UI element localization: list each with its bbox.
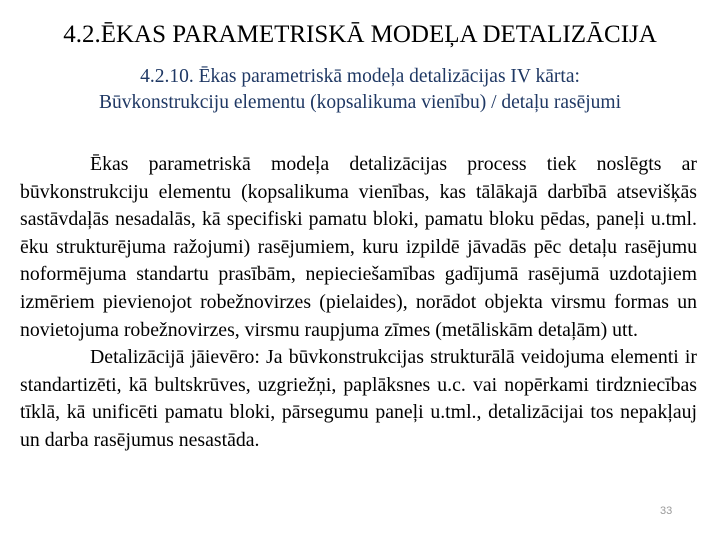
page-number: 33 <box>660 505 673 517</box>
subtitle-line-1: 4.2.10. Ēkas parametriskā modeļa detalizācijas IV kārta: <box>140 66 580 87</box>
body-text <box>20 151 697 455</box>
paragraph-detailing-note: Detalizācijā jāievēro: Ja būvkonstrukcijas strukturālā veidojuma elementi ir standartizēti, kā bultskrūves, uzgriežņi, paplāksnes u.c. vai nopērkami tirdzniecības tīklā, kā unificēti pamatu bloki, pārsegumu paneļi u.tml., detalizācijai tos nepakļauj un darba rasējumus nesastāda. <box>20 346 697 451</box>
subtitle-line-2: Būvkonstrukciju elementu (kopsalikuma vienību) / detaļu rasējumi <box>98 92 622 113</box>
paragraph-process: Ēkas parametriskā modeļa detalizācijas process tiek noslēgts ar būvkonstrukciju elementu (kopsalikuma vienības, kas tālākajā darbībā atsevišķās sastāvdaļās nesadalās, kā specifiski pamatu bloki, pamatu bloku pēdas, paneļi u.tml. ēku strukturējuma ražojumi) rasējumiem, kuru izpildē jāvadās pēc detaļu rasējumu noformējuma standartu prasībām, nepieciešamības gadījumā rasējumā uzdotajiem izmēriem pievienojot robežnovirzes (pielaides), norādot objekta virsmu formas un novietojuma robežnovirzes, virsmu raupjuma zīmes (metāliskām detaļām) utt. <box>20 153 697 341</box>
slide-subtitle <box>20 64 700 116</box>
slide-title: 4.2.ĒKAS PARAMETRISKĀ MODEĻA DETALIZĀCIJA <box>63 21 657 48</box>
